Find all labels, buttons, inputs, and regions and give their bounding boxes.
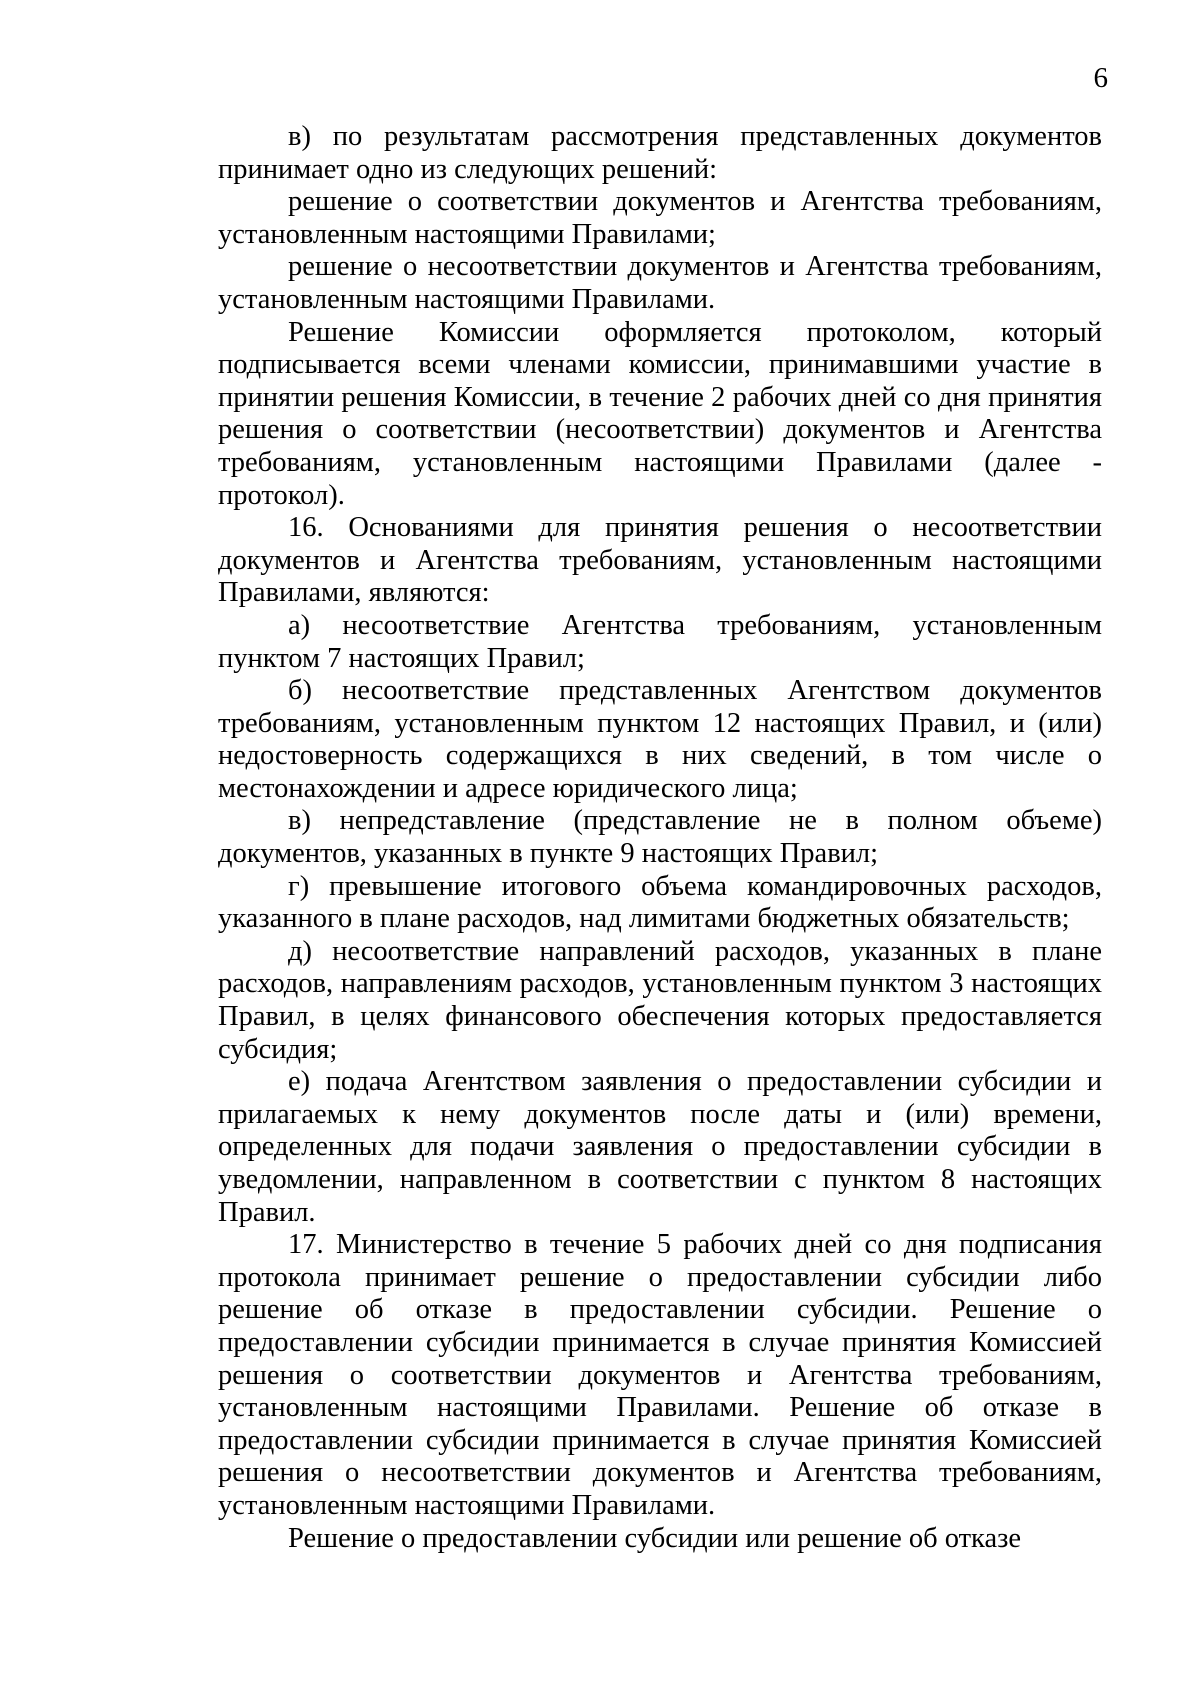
paragraph-commission-protocol: Решение Комиссии оформляется протоколом, который подписывается всеми членами комиссии, принимавшими участие в принятии решения Комиссии, в течение 2 рабочих дней со дня принятия решения о соответствии (несоответствии) документов и Агентства требованиям, установленным настоящими Правилами (далее - протокол). xyxy=(218,316,1102,511)
paragraph-item-e: е) подача Агентством заявления о предоставлении субсидии и прилагаемых к нему документов после даты и (или) времени, определенных для подачи заявления о предоставлении субсидии в уведомлении, направленном в соответствии с пунктом 8 настоящих Правил. xyxy=(218,1066,1102,1228)
paragraph-item-v: в) непредставление (представление не в полном объеме) документов, указанных в пункте 9 настоящих Правил; xyxy=(218,805,1102,870)
paragraph-section-17: 17. Министерство в течение 5 рабочих дней со дня подписания протокола принимает решение о предоставлении субсидии либо решение об отказе в предоставлении субсидии. Решение о предоставлении субсидии принимается в случае принятия Комиссией решения о соответствии документов и Агентства требованиям, установленным настоящими Правилами. Решение об отказе в предоставлении субсидии принимается в случае принятия Комиссией решения о несоответствии документов и Агентства требованиям, установленным настоящими Правилами. xyxy=(218,1229,1102,1521)
paragraph-decision-compliance: решение о соответствии документов и Агентства требованиям, установленным настоящими Правилами; xyxy=(218,186,1102,250)
paragraph-section-16: 16. Основаниями для принятия решения о несоответствии документов и Агентства требованиям, установленным настоящими Правилами, являются: xyxy=(218,512,1102,609)
paragraph-item-a: а) несоответствие Агентства требованиям, установленным пунктом 7 настоящих Правил; xyxy=(218,609,1102,674)
paragraph-item-d: д) несоответствие направлений расходов, указанных в плане расходов, направлениям расходов, установленным пунктом 3 настоящих Правил, в целях финансового обеспечения которых предоставляется субсидия; xyxy=(218,935,1102,1065)
paragraph-decision-noncompliance: решение о несоответствии документов и Агентства требованиям, установленным настоящими Правилами. xyxy=(218,251,1102,315)
page-number: 6 xyxy=(1093,62,1108,94)
paragraph-item-v-decision-types: в) по результатам рассмотрения представленных документов принимает одно из следующих решений: xyxy=(218,121,1102,185)
paragraph-decision-continuation: Решение о предоставлении субсидии или решение об отказе xyxy=(288,1522,1022,1554)
paragraph-item-g: г) превышение итогового объема командировочных расходов, указанного в плане расходов, над лимитами бюджетных обязательств; xyxy=(218,870,1102,935)
paragraph-item-b: б) несоответствие представленных Агентством документов требованиям, установленным пунктом 12 настоящих Правил, и (или) недостоверность содержащихся в них сведений, в том числе о местонахождении и адресе юридического лица; xyxy=(218,675,1102,804)
document-body xyxy=(218,121,1102,1555)
